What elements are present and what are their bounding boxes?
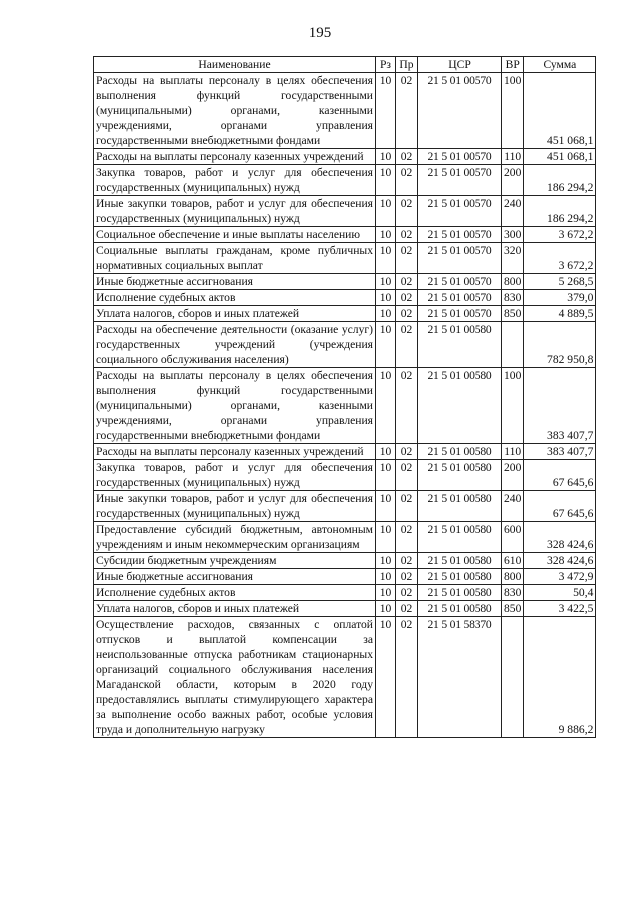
page-number: 195 — [308, 25, 332, 41]
cell-csr: 21 5 01 00570 — [418, 73, 502, 149]
cell-csr: 21 5 01 00580 — [418, 553, 502, 569]
cell-rz: 10 — [376, 290, 396, 306]
table-row — [94, 569, 596, 585]
cell-name: Уплата налогов, сборов и иных платежей — [94, 306, 376, 322]
cell-rz: 10 — [376, 196, 396, 227]
cell-vr: 830 — [502, 585, 524, 601]
cell-vr: 610 — [502, 553, 524, 569]
cell-rz: 10 — [376, 165, 396, 196]
cell-sum: 328 424,6 — [524, 522, 596, 553]
cell-csr: 21 5 01 00580 — [418, 322, 502, 368]
cell-csr: 21 5 01 00580 — [418, 444, 502, 460]
cell-name: Исполнение судебных актов — [94, 585, 376, 601]
cell-sum: 67 645,6 — [524, 460, 596, 491]
cell-pr: 02 — [396, 617, 418, 738]
cell-name: Предоставление субсидий бюджетным, автономным учреждениям и иным некоммерческим организациям — [94, 522, 376, 553]
cell-csr: 21 5 01 00570 — [418, 290, 502, 306]
table-row — [94, 290, 596, 306]
cell-name: Расходы на выплаты персоналу в целях обеспечения выполнения функций государственными (муниципальными) органами, казенными учреждениями, органами управления государственными внебюджетными фондами — [94, 73, 376, 149]
cell-name: Уплата налогов, сборов и иных платежей — [94, 601, 376, 617]
table-row — [94, 553, 596, 569]
cell-pr: 02 — [396, 227, 418, 243]
cell-name: Закупка товаров, работ и услуг для обеспечения государственных (муниципальных) нужд — [94, 460, 376, 491]
table-row — [94, 522, 596, 553]
table-row — [94, 368, 596, 444]
cell-name: Расходы на выплаты персоналу в целях обеспечения выполнения функций государственными (муниципальными) органами, казенными учреждениями, органами управления государственными внебюджетными фондами — [94, 368, 376, 444]
cell-vr: 240 — [502, 196, 524, 227]
cell-sum: 383 407,7 — [524, 444, 596, 460]
cell-pr: 02 — [396, 243, 418, 274]
table-row — [94, 322, 596, 368]
cell-name: Социальные выплаты гражданам, кроме публичных нормативных социальных выплат — [94, 243, 376, 274]
cell-csr: 21 5 01 00570 — [418, 227, 502, 243]
table-row — [94, 196, 596, 227]
cell-rz: 10 — [376, 149, 396, 165]
cell-sum: 9 886,2 — [524, 617, 596, 738]
cell-pr: 02 — [396, 306, 418, 322]
cell-name: Расходы на обеспечение деятельности (оказание услуг) государственных учреждений (учреждения социального обслуживания населения) — [94, 322, 376, 368]
cell-name: Иные закупки товаров, работ и услуг для обеспечения государственных (муниципальных) нужд — [94, 491, 376, 522]
cell-vr: 850 — [502, 306, 524, 322]
cell-sum: 379,0 — [524, 290, 596, 306]
cell-vr: 110 — [502, 444, 524, 460]
cell-rz: 10 — [376, 306, 396, 322]
cell-sum: 186 294,2 — [524, 196, 596, 227]
cell-name: Иные бюджетные ассигнования — [94, 569, 376, 585]
cell-pr: 02 — [396, 368, 418, 444]
header-name: Наименование — [94, 57, 376, 73]
cell-rz: 10 — [376, 491, 396, 522]
cell-vr: 830 — [502, 290, 524, 306]
cell-rz: 10 — [376, 553, 396, 569]
cell-pr: 02 — [396, 522, 418, 553]
cell-pr: 02 — [396, 322, 418, 368]
header-sum: Сумма — [524, 57, 596, 73]
cell-vr: 320 — [502, 243, 524, 274]
cell-sum: 451 068,1 — [524, 73, 596, 149]
table-row — [94, 149, 596, 165]
cell-pr: 02 — [396, 601, 418, 617]
cell-pr: 02 — [396, 73, 418, 149]
table-row — [94, 617, 596, 738]
cell-csr: 21 5 01 00580 — [418, 368, 502, 444]
cell-sum: 383 407,7 — [524, 368, 596, 444]
cell-sum: 451 068,1 — [524, 149, 596, 165]
table-row — [94, 274, 596, 290]
cell-pr: 02 — [396, 585, 418, 601]
table-row — [94, 227, 596, 243]
cell-sum: 5 268,5 — [524, 274, 596, 290]
cell-sum: 782 950,8 — [524, 322, 596, 368]
table-header-row — [94, 57, 596, 73]
cell-csr: 21 5 01 00580 — [418, 601, 502, 617]
cell-vr — [502, 617, 524, 738]
cell-csr: 21 5 01 00570 — [418, 274, 502, 290]
cell-name: Социальное обеспечение и иные выплаты населению — [94, 227, 376, 243]
table-row — [94, 601, 596, 617]
table-row — [94, 444, 596, 460]
cell-rz: 10 — [376, 368, 396, 444]
cell-rz: 10 — [376, 585, 396, 601]
cell-rz: 10 — [376, 227, 396, 243]
cell-vr: 100 — [502, 73, 524, 149]
cell-sum: 67 645,6 — [524, 491, 596, 522]
cell-csr: 21 5 01 00580 — [418, 491, 502, 522]
cell-sum: 50,4 — [524, 585, 596, 601]
cell-vr: 240 — [502, 491, 524, 522]
cell-vr: 110 — [502, 149, 524, 165]
cell-name: Закупка товаров, работ и услуг для обеспечения государственных (муниципальных) нужд — [94, 165, 376, 196]
cell-vr: 800 — [502, 274, 524, 290]
cell-vr: 200 — [502, 165, 524, 196]
cell-sum: 3 422,5 — [524, 601, 596, 617]
cell-pr: 02 — [396, 569, 418, 585]
cell-sum: 186 294,2 — [524, 165, 596, 196]
table-row — [94, 585, 596, 601]
cell-name: Иные бюджетные ассигнования — [94, 274, 376, 290]
cell-pr: 02 — [396, 196, 418, 227]
table-row — [94, 73, 596, 149]
cell-vr: 850 — [502, 601, 524, 617]
header-vr: ВР — [502, 57, 524, 73]
cell-vr: 200 — [502, 460, 524, 491]
header-csr: ЦСР — [418, 57, 502, 73]
cell-pr: 02 — [396, 444, 418, 460]
cell-csr: 21 5 01 58370 — [418, 617, 502, 738]
cell-rz: 10 — [376, 444, 396, 460]
cell-vr: 100 — [502, 368, 524, 444]
cell-sum: 328 424,6 — [524, 553, 596, 569]
cell-pr: 02 — [396, 460, 418, 491]
header-pr: Пр — [396, 57, 418, 73]
cell-rz: 10 — [376, 617, 396, 738]
cell-rz: 10 — [376, 569, 396, 585]
cell-csr: 21 5 01 00580 — [418, 585, 502, 601]
cell-pr: 02 — [396, 491, 418, 522]
cell-pr: 02 — [396, 553, 418, 569]
cell-rz: 10 — [376, 522, 396, 553]
cell-csr: 21 5 01 00570 — [418, 243, 502, 274]
cell-name: Расходы на выплаты персоналу казенных учреждений — [94, 444, 376, 460]
table-row — [94, 165, 596, 196]
cell-pr: 02 — [396, 290, 418, 306]
table-body — [94, 73, 596, 738]
cell-name: Субсидии бюджетным учреждениям — [94, 553, 376, 569]
table-row — [94, 243, 596, 274]
cell-rz: 10 — [376, 322, 396, 368]
cell-sum: 3 472,9 — [524, 569, 596, 585]
cell-vr: 300 — [502, 227, 524, 243]
cell-csr: 21 5 01 00580 — [418, 569, 502, 585]
cell-csr: 21 5 01 00570 — [418, 149, 502, 165]
cell-csr: 21 5 01 00580 — [418, 460, 502, 491]
table-row — [94, 460, 596, 491]
cell-sum: 3 672,2 — [524, 227, 596, 243]
budget-table — [93, 56, 596, 738]
cell-sum: 3 672,2 — [524, 243, 596, 274]
cell-vr: 600 — [502, 522, 524, 553]
cell-name: Исполнение судебных актов — [94, 290, 376, 306]
cell-name: Расходы на выплаты персоналу казенных учреждений — [94, 149, 376, 165]
cell-pr: 02 — [396, 165, 418, 196]
cell-name: Осуществление расходов, связанных с оплатой отпусков и выплатой компенсации за неиспользованные отпуска работникам стационарных организаций социального обслуживания населения Магаданской области, которым в 2020 году предоставлялись выплаты стимулирующего характера за выполнение особо важных работ, особые условия труда и дополнительную нагрузку — [94, 617, 376, 738]
cell-pr: 02 — [396, 149, 418, 165]
cell-pr: 02 — [396, 274, 418, 290]
cell-rz: 10 — [376, 601, 396, 617]
cell-vr: 800 — [502, 569, 524, 585]
cell-name: Иные закупки товаров, работ и услуг для обеспечения государственных (муниципальных) нужд — [94, 196, 376, 227]
cell-csr: 21 5 01 00580 — [418, 522, 502, 553]
cell-csr: 21 5 01 00570 — [418, 306, 502, 322]
cell-sum: 4 889,5 — [524, 306, 596, 322]
cell-csr: 21 5 01 00570 — [418, 165, 502, 196]
cell-rz: 10 — [376, 274, 396, 290]
table-row — [94, 306, 596, 322]
cell-csr: 21 5 01 00570 — [418, 196, 502, 227]
table-row — [94, 491, 596, 522]
cell-rz: 10 — [376, 460, 396, 491]
cell-rz: 10 — [376, 73, 396, 149]
header-rz: Рз — [376, 57, 396, 73]
cell-rz: 10 — [376, 243, 396, 274]
cell-vr — [502, 322, 524, 368]
